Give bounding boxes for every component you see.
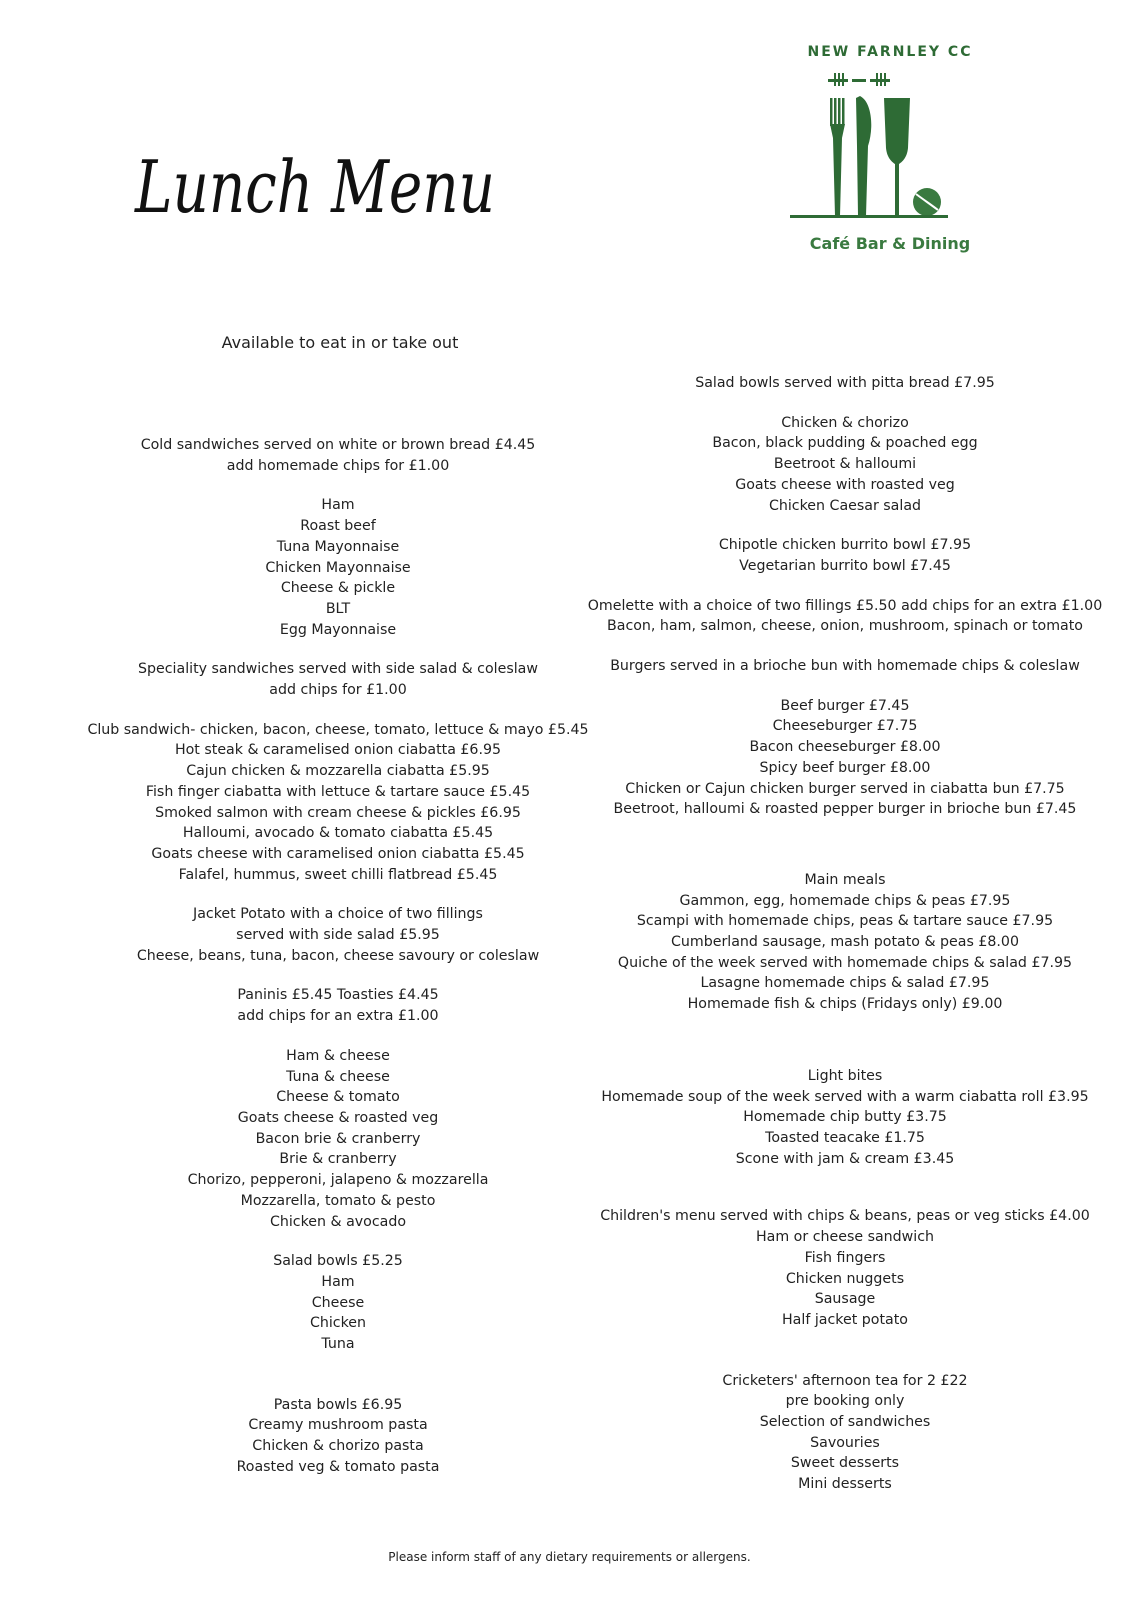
- childrens-menu-section: [575, 1206, 1115, 1330]
- menu-item: Cumberland sausage, mash potato & peas £8.00: [671, 934, 1019, 951]
- section-heading: Light bites: [807, 1067, 883, 1084]
- allergen-notice: Please inform staff of any dietary requirements or allergens.: [388, 1550, 751, 1564]
- menu-item: Mozzarella, tomato & pesto: [240, 1192, 436, 1209]
- menu-item: Spicy beef burger £8.00: [759, 759, 931, 776]
- menu-item: Cheeseburger £7.75: [772, 718, 918, 735]
- menu-item: Cheese & tomato: [276, 1089, 400, 1106]
- menu-item: Halloumi, avocado & tomato ciabatta £5.45: [182, 825, 494, 842]
- menu-item: Roast beef: [300, 518, 376, 535]
- menu-item: Sausage: [814, 1291, 876, 1308]
- menu-item: Tuna & cheese: [286, 1068, 390, 1085]
- menu-item: Goats cheese with caramelised onion ciabatta £5.45: [151, 845, 525, 862]
- section-heading: Main meals: [804, 871, 886, 888]
- right-menu-column: [575, 373, 1115, 1495]
- section-heading: Children's menu served with chips & beans, peas or veg sticks £4.00: [600, 1208, 1090, 1225]
- menu-item: Bacon, black pudding & poached egg: [712, 435, 978, 452]
- menu-item: Tuna Mayonnaise: [276, 538, 400, 555]
- panini-fillings: [58, 1046, 618, 1232]
- menu-item: Fish finger ciabatta with lettuce & tartare sauce £5.45: [145, 783, 531, 800]
- menu-line: Omelette with a choice of two fillings £5.50 add chips for an extra £1.00: [587, 597, 1103, 614]
- menu-item: Homemade chip butty £3.75: [743, 1109, 947, 1126]
- menu-line: Jacket Potato with a choice of two fillings: [193, 906, 483, 923]
- lunch-menu-title: [130, 120, 520, 250]
- menu-item: Goats cheese & roasted veg: [237, 1109, 439, 1126]
- menu-item: pre booking only: [785, 1393, 905, 1410]
- menu-item: Ham or cheese sandwich: [755, 1229, 935, 1246]
- left-menu-column: [58, 435, 618, 1478]
- menu-item: Cheese: [311, 1294, 365, 1311]
- menu-item: Tuna: [321, 1336, 355, 1353]
- menu-item: Creamy mushroom pasta: [248, 1417, 428, 1434]
- menu-item: Mini desserts: [798, 1476, 892, 1493]
- menu-line: add chips for £1.00: [269, 682, 407, 699]
- club-logo: [790, 40, 990, 270]
- menu-line: Salad bowls served with pitta bread £7.95: [695, 375, 995, 391]
- menu-item: Scone with jam & cream £3.45: [735, 1150, 955, 1167]
- menu-item: Ham & cheese: [286, 1047, 390, 1064]
- menu-line: Cold sandwiches served on white or brown bread £4.45: [140, 437, 536, 453]
- menu-item: Homemade fish & chips (Fridays only) £9.00: [687, 996, 1003, 1013]
- menu-item: Cheese & pickle: [280, 580, 396, 597]
- section-heading: Cricketers' afternoon tea for 2 £22: [722, 1372, 968, 1389]
- availability-note: Available to eat in or take out: [221, 333, 459, 352]
- menu-item: Homemade soup of the week served with a warm ciabatta roll £3.95: [601, 1088, 1089, 1105]
- pitta-salad-bowls-section: [575, 373, 1115, 394]
- pitta-salad-bowl-items: [575, 413, 1115, 517]
- menu-item: Egg Mayonnaise: [279, 621, 397, 638]
- menu-item: Ham: [321, 497, 355, 514]
- menu-item: Savouries: [810, 1434, 880, 1451]
- salad-bowls-section: [58, 1251, 618, 1355]
- menu-item: Half jacket potato: [782, 1311, 908, 1328]
- menu-item: Falafel, hummus, sweet chilli flatbread £5.45: [178, 866, 498, 883]
- logo-club-name: NEW FARNLEY CC: [807, 44, 973, 60]
- menu-item: Scampi with homemade chips, peas & tartare sauce £7.95: [636, 913, 1054, 930]
- menu-item: Toasted teacake £1.75: [765, 1129, 925, 1146]
- omelette-section: [575, 596, 1115, 637]
- speciality-sandwiches-section: [58, 659, 618, 700]
- menu-item: Cajun chicken & mozzarella ciabatta £5.95: [186, 763, 490, 780]
- lunch-menu-title-text: Lunch Menu: [133, 145, 495, 229]
- menu-line: Cheese, beans, tuna, bacon, cheese savoury or coleslaw: [136, 947, 540, 964]
- burger-items: [575, 696, 1115, 820]
- menu-item: Lasagne homemade chips & salad £7.95: [700, 975, 990, 992]
- logo-tagline: Café Bar & Dining: [809, 234, 971, 253]
- menu-item: Bacon cheeseburger £8.00: [749, 739, 941, 756]
- menu-item: Club sandwich- chicken, bacon, cheese, tomato, lettuce & mayo £5.45: [87, 721, 589, 738]
- cutlery-ball-icon: [790, 68, 990, 228]
- menu-item: Chicken or Cajun chicken burger served in ciabatta bun £7.75: [625, 780, 1065, 797]
- menu-line: Burgers served in a brioche bun with homemade chips & coleslaw: [610, 658, 1080, 675]
- menu-item: Chicken & chorizo pasta: [252, 1438, 424, 1455]
- menu-item: Chicken nuggets: [785, 1270, 905, 1287]
- menu-line: Bacon, ham, salmon, cheese, onion, mushroom, spinach or tomato: [607, 618, 1083, 635]
- menu-line: add homemade chips for £1.00: [226, 457, 450, 474]
- light-bites-section: [575, 1066, 1115, 1170]
- menu-line: add chips for an extra £1.00: [237, 1008, 439, 1025]
- menu-item: Brie & cranberry: [279, 1151, 397, 1168]
- menu-item: Vegetarian burrito bowl £7.45: [739, 557, 951, 574]
- menu-item: Beetroot, halloumi & roasted pepper burger in brioche bun £7.45: [613, 801, 1077, 818]
- menu-item: Smoked salmon with cream cheese & pickles £6.95: [155, 804, 521, 821]
- menu-item: Chipotle chicken burrito bowl £7.95: [718, 537, 972, 554]
- speciality-sandwich-items: [58, 720, 618, 886]
- menu-item: Chicken: [309, 1315, 367, 1332]
- menu-item: Chicken Caesar salad: [768, 497, 922, 514]
- menu-line: Pasta bowls £6.95: [273, 1396, 403, 1413]
- menu-item: Chorizo, pepperoni, jalapeno & mozzarella: [187, 1172, 489, 1189]
- menu-item: Beef burger £7.45: [780, 697, 910, 714]
- menu-item: Goats cheese with roasted veg: [735, 476, 955, 493]
- menu-item: Chicken & chorizo: [781, 414, 909, 431]
- menu-item: Bacon brie & cranberry: [255, 1130, 421, 1147]
- burgers-section: [575, 656, 1115, 677]
- menu-item: Selection of sandwiches: [759, 1414, 931, 1431]
- menu-item: Ham: [321, 1273, 355, 1290]
- menu-item: Fish fingers: [804, 1249, 886, 1266]
- menu-item: Hot steak & caramelised onion ciabatta £6.95: [174, 742, 502, 759]
- burrito-bowls-section: [575, 535, 1115, 576]
- menu-item: Chicken Mayonnaise: [265, 559, 411, 576]
- pasta-bowls-section: [58, 1395, 618, 1478]
- menu-line: Salad bowls £5.25: [273, 1253, 403, 1270]
- paninis-toasties-section: [58, 985, 618, 1026]
- main-meals-section: [575, 870, 1115, 1015]
- menu-item: Sweet desserts: [790, 1455, 900, 1472]
- menu-line: Speciality sandwiches served with side salad & coleslaw: [138, 661, 538, 678]
- menu-item: Gammon, egg, homemade chips & peas £7.95: [679, 892, 1011, 909]
- menu-item: Quiche of the week served with homemade chips & salad £7.95: [617, 954, 1073, 971]
- menu-line: served with side salad £5.95: [236, 927, 440, 944]
- afternoon-tea-section: [575, 1371, 1115, 1495]
- menu-item: Chicken & avocado: [269, 1213, 407, 1230]
- jacket-potato-section: [58, 904, 618, 966]
- cold-sandwich-fillings: [58, 495, 618, 640]
- cold-sandwiches-section: [58, 435, 618, 476]
- menu-item: BLT: [325, 600, 351, 617]
- menu-item: Beetroot & halloumi: [773, 456, 917, 473]
- menu-line: Paninis £5.45 Toasties £4.45: [237, 987, 439, 1004]
- menu-item: Roasted veg & tomato pasta: [236, 1458, 440, 1475]
